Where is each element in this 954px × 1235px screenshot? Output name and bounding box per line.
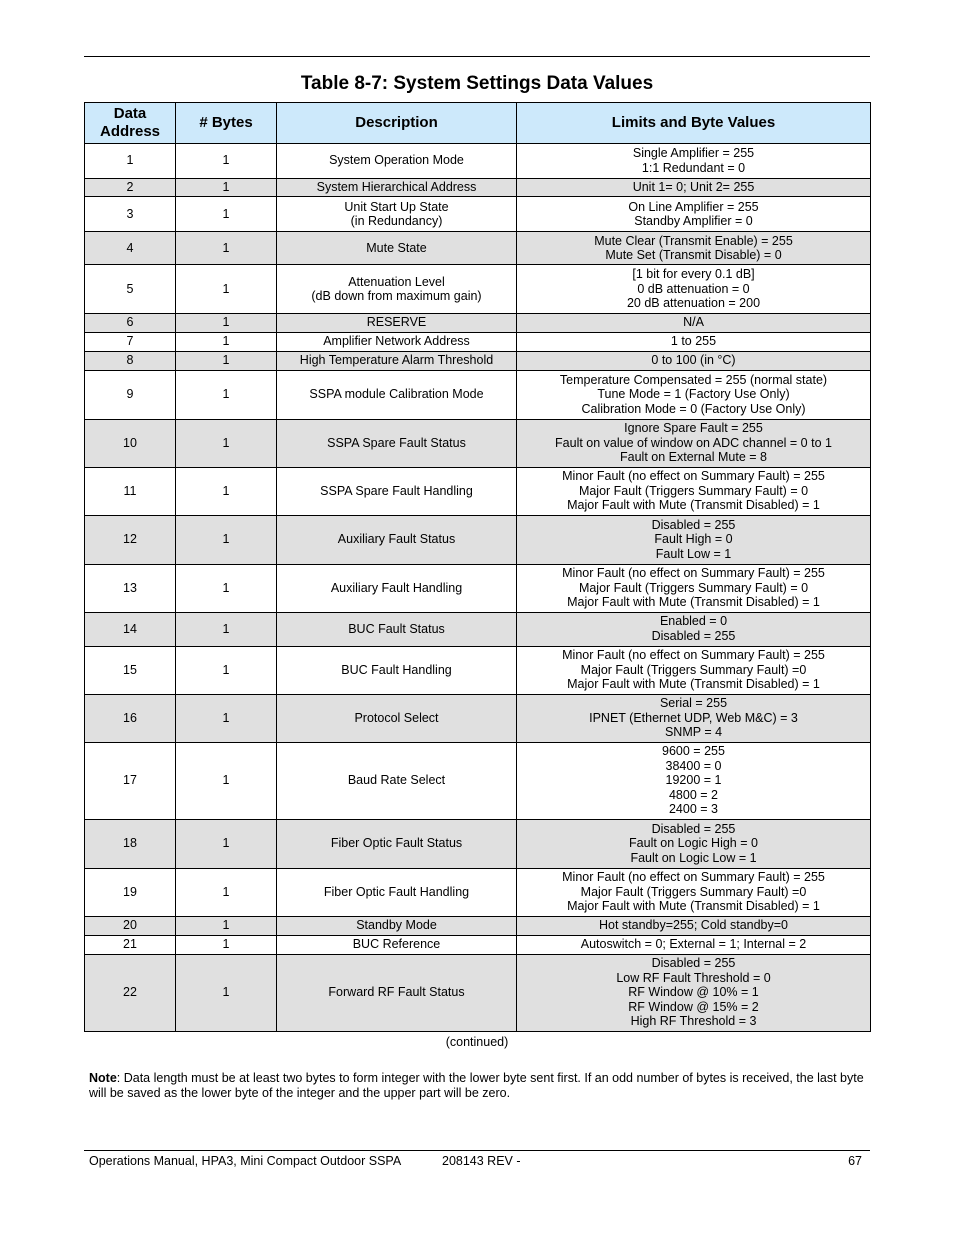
address-cell: 14 — [85, 612, 176, 646]
address-cell: 12 — [85, 515, 176, 564]
address-cell: 17 — [85, 742, 176, 819]
limits-cell — [517, 332, 871, 351]
description-line: Fiber Optic Fault Status — [330, 836, 463, 851]
bytes-cell: 1 — [176, 694, 277, 742]
description-cell — [277, 564, 517, 612]
limits-line: Fault Low = 1 — [655, 546, 732, 561]
limits-line: 1:1 Redundant = 0 — [641, 160, 746, 175]
limits-line: 4800 = 2 — [668, 787, 718, 802]
description-cell — [277, 197, 517, 232]
limits-line: Major Fault (Triggers Summary Fault) = 0 — [578, 580, 809, 595]
description-line: SSPA Spare Fault Handling — [320, 483, 473, 498]
description-cell — [277, 612, 517, 646]
limits-cell — [517, 564, 871, 612]
bytes-cell: 1 — [176, 419, 277, 467]
description-line: Fiber Optic Fault Handling — [323, 884, 470, 899]
description-cell — [277, 265, 517, 314]
address-cell: 1 — [85, 144, 176, 179]
limits-line: Single Amplifier = 255 — [632, 146, 755, 161]
limits-line: Fault High = 0 — [654, 532, 733, 547]
bytes-cell: 1 — [176, 646, 277, 694]
table-row — [85, 144, 871, 179]
limits-line: SNMP = 4 — [664, 725, 723, 740]
limits-line: Ignore Spare Fault = 255 — [624, 421, 763, 436]
note-label: Note — [89, 1071, 117, 1085]
limits-line: 20 dB attenuation = 200 — [626, 296, 761, 311]
limits-line: Temperature Compensated = 255 (normal state) — [559, 372, 828, 387]
limits-cell — [517, 467, 871, 515]
table-title: Table 8-7: System Settings Data Values — [300, 73, 654, 94]
limits-line: 2400 = 3 — [668, 801, 718, 816]
description-cell — [277, 694, 517, 742]
limits-line: Major Fault with Mute (Transmit Disabled) = 1 — [567, 677, 820, 692]
table-row — [85, 419, 871, 467]
limits-cell — [517, 916, 871, 935]
limits-line: 1 to 255 — [670, 334, 717, 349]
table-row — [85, 612, 871, 646]
limits-line: RF Window @ 10% = 1 — [628, 985, 759, 1000]
description-line: Unit Start Up State — [344, 199, 449, 214]
limits-line: Hot standby=255; Cold standby=0 — [598, 918, 789, 933]
address-cell: 8 — [85, 351, 176, 370]
table-row — [85, 370, 871, 419]
note-paragraph — [89, 1071, 867, 1100]
description-cell — [277, 179, 517, 197]
description-cell — [277, 467, 517, 515]
address-cell: 11 — [85, 467, 176, 515]
table-row — [85, 232, 871, 265]
limits-line: Disabled = 255 — [651, 821, 736, 836]
address-cell: 6 — [85, 314, 176, 332]
limits-line: Fault on Logic Low = 1 — [630, 850, 757, 865]
limits-line: Mute Clear (Transmit Enable) = 255 — [594, 233, 793, 248]
bytes-cell: 1 — [176, 351, 277, 370]
limits-line: Standby Amplifier = 0 — [634, 213, 753, 228]
limits-line: RF Window @ 15% = 2 — [628, 999, 759, 1014]
address-cell: 2 — [85, 179, 176, 197]
limits-line: Minor Fault (no effect on Summary Fault) = 255 — [562, 648, 825, 663]
limits-cell — [517, 232, 871, 265]
description-cell — [277, 232, 517, 265]
footer-page-number: 67 — [848, 1154, 862, 1168]
address-cell: 9 — [85, 370, 176, 419]
note-text: : Data length must be at least two bytes to form integer with the lower byte sent first. If an odd number of bytes is received, the last byte will be saved as the lower byte of the integer and the upper part will be zero. — [89, 1071, 864, 1100]
description-line: SSPA Spare Fault Status — [327, 435, 466, 450]
description-line: (in Redundancy) — [350, 213, 443, 228]
description-line: Mute State — [366, 240, 427, 255]
header-limits: Limits and Byte Values — [517, 103, 871, 144]
bytes-cell: 1 — [176, 612, 277, 646]
bytes-cell: 1 — [176, 564, 277, 612]
table-row — [85, 314, 871, 332]
table-row — [85, 694, 871, 742]
table-row — [85, 515, 871, 564]
description-line: BUC Fault Handling — [341, 662, 452, 677]
limits-cell — [517, 515, 871, 564]
bytes-cell: 1 — [176, 265, 277, 314]
continued-label: (continued) — [445, 1035, 509, 1049]
address-cell: 10 — [85, 419, 176, 467]
description-line: (dB down from maximum gain) — [311, 288, 482, 303]
header-description: Description — [277, 103, 517, 144]
limits-line: Major Fault (Triggers Summary Fault) = 0 — [578, 483, 809, 498]
address-cell: 13 — [85, 564, 176, 612]
limits-line: Major Fault (Triggers Summary Fault) =0 — [580, 884, 807, 899]
description-cell — [277, 351, 517, 370]
limits-line: Serial = 255 — [659, 696, 728, 711]
limits-cell — [517, 935, 871, 954]
table-row — [85, 868, 871, 916]
address-cell: 21 — [85, 935, 176, 954]
limits-line: Minor Fault (no effect on Summary Fault) = 255 — [562, 870, 825, 885]
table-row — [85, 742, 871, 819]
limits-line: Autoswitch = 0; External = 1; Internal = 2 — [580, 937, 807, 952]
limits-cell — [517, 179, 871, 197]
description-cell — [277, 370, 517, 419]
limits-cell — [517, 370, 871, 419]
limits-cell — [517, 868, 871, 916]
table-row — [85, 467, 871, 515]
bytes-cell: 1 — [176, 332, 277, 351]
description-line: High Temperature Alarm Threshold — [299, 353, 494, 368]
bytes-cell: 1 — [176, 232, 277, 265]
bytes-cell: 1 — [176, 515, 277, 564]
table-row — [85, 351, 871, 370]
description-line: Forward RF Fault Status — [328, 985, 465, 1000]
limits-line: 9600 = 255 — [662, 744, 725, 759]
limits-line: Major Fault with Mute (Transmit Disabled) = 1 — [567, 595, 820, 610]
limits-line: Enabled = 0 — [659, 614, 728, 629]
limits-cell — [517, 351, 871, 370]
description-line: Auxiliary Fault Handling — [330, 580, 463, 595]
description-cell — [277, 868, 517, 916]
limits-cell — [517, 314, 871, 332]
limits-line: Fault on value of window on ADC channel = 0 to 1 — [555, 435, 832, 450]
limits-line: Fault on External Mute = 8 — [620, 450, 767, 465]
bytes-cell: 1 — [176, 197, 277, 232]
bytes-cell: 1 — [176, 179, 277, 197]
bytes-cell: 1 — [176, 314, 277, 332]
description-cell — [277, 419, 517, 467]
bytes-cell: 1 — [176, 370, 277, 419]
limits-line: On Line Amplifier = 255 — [628, 199, 759, 214]
description-cell — [277, 314, 517, 332]
description-cell — [277, 742, 517, 819]
table-row — [85, 935, 871, 954]
limits-line: Disabled = 255 — [651, 517, 736, 532]
description-cell — [277, 819, 517, 868]
limits-cell — [517, 819, 871, 868]
table-row — [85, 179, 871, 197]
description-line: Auxiliary Fault Status — [337, 532, 456, 547]
limits-line: Low RF Fault Threshold = 0 — [616, 970, 771, 985]
bytes-cell: 1 — [176, 935, 277, 954]
bytes-cell: 1 — [176, 742, 277, 819]
table-row — [85, 954, 871, 1031]
limits-line: 0 to 100 (in °C) — [651, 353, 736, 368]
limits-cell — [517, 612, 871, 646]
limits-line: High RF Threshold = 3 — [630, 1013, 757, 1028]
bytes-cell: 1 — [176, 954, 277, 1031]
table-row — [85, 332, 871, 351]
description-line: BUC Reference — [352, 937, 441, 952]
limits-line: [1 bit for every 0.1 dB] — [632, 267, 755, 282]
limits-cell — [517, 742, 871, 819]
limits-line: Mute Set (Transmit Disable) = 0 — [605, 247, 782, 262]
description-line: System Operation Mode — [329, 153, 464, 168]
address-cell: 7 — [85, 332, 176, 351]
limits-cell — [517, 197, 871, 232]
table-row — [85, 819, 871, 868]
description-line: Attenuation Level — [348, 274, 445, 289]
limits-line: Minor Fault (no effect on Summary Fault) = 255 — [562, 469, 825, 484]
limits-line: Minor Fault (no effect on Summary Fault) = 255 — [562, 566, 825, 581]
footer-rule — [84, 1150, 870, 1151]
limits-line: Major Fault with Mute (Transmit Disabled) = 1 — [567, 899, 820, 914]
bytes-cell: 1 — [176, 144, 277, 179]
header-data-address: Data Address — [85, 103, 176, 144]
description-line: Baud Rate Select — [347, 773, 446, 788]
description-cell — [277, 935, 517, 954]
limits-line: Fault on Logic High = 0 — [629, 836, 758, 851]
footer-revision: 208143 REV - — [442, 1154, 521, 1168]
limits-line: N/A — [683, 315, 704, 330]
bytes-cell: 1 — [176, 819, 277, 868]
system-settings-table — [84, 102, 871, 1032]
table-body — [85, 144, 871, 1032]
table-row — [85, 916, 871, 935]
description-line: Amplifier Network Address — [323, 334, 470, 349]
description-cell — [277, 646, 517, 694]
limits-line: Tune Mode = 1 (Factory Use Only) — [597, 387, 790, 402]
limits-cell — [517, 265, 871, 314]
description-line: Protocol Select — [354, 710, 439, 725]
address-cell: 15 — [85, 646, 176, 694]
limits-line: 38400 = 0 — [665, 758, 722, 773]
description-cell — [277, 144, 517, 179]
limits-cell — [517, 144, 871, 179]
limits-line: Disabled = 255 — [651, 628, 736, 643]
address-cell: 5 — [85, 265, 176, 314]
table-row — [85, 265, 871, 314]
table-header-row — [85, 103, 871, 144]
limits-cell — [517, 646, 871, 694]
description-line: Standby Mode — [356, 918, 437, 933]
address-cell: 18 — [85, 819, 176, 868]
bytes-cell: 1 — [176, 868, 277, 916]
limits-line: Disabled = 255 — [651, 956, 736, 971]
limits-line: 19200 = 1 — [665, 773, 722, 788]
address-cell: 3 — [85, 197, 176, 232]
address-cell: 22 — [85, 954, 176, 1031]
limits-line: 0 dB attenuation = 0 — [637, 281, 750, 296]
table-row — [85, 564, 871, 612]
description-line: BUC Fault Status — [348, 621, 445, 636]
limits-line: Unit 1= 0; Unit 2= 255 — [632, 180, 755, 194]
limits-cell — [517, 419, 871, 467]
limits-line: Calibration Mode = 0 (Factory Use Only) — [581, 401, 806, 416]
address-cell: 20 — [85, 916, 176, 935]
footer-manual-title: Operations Manual, HPA3, Mini Compact Outdoor SSPA — [89, 1154, 402, 1168]
description-cell — [277, 954, 517, 1031]
address-cell: 4 — [85, 232, 176, 265]
limits-cell — [517, 694, 871, 742]
limits-cell — [517, 954, 871, 1031]
limits-line: Major Fault with Mute (Transmit Disabled) = 1 — [567, 498, 820, 513]
description-cell — [277, 332, 517, 351]
description-line: System Hierarchical Address — [316, 180, 477, 194]
bytes-cell: 1 — [176, 467, 277, 515]
description-cell — [277, 515, 517, 564]
description-cell — [277, 916, 517, 935]
bytes-cell: 1 — [176, 916, 277, 935]
address-cell: 16 — [85, 694, 176, 742]
header-rule — [84, 56, 870, 57]
description-line: RESERVE — [366, 315, 427, 330]
header-bytes: # Bytes — [176, 103, 277, 144]
description-line: SSPA module Calibration Mode — [309, 387, 484, 402]
table-row — [85, 646, 871, 694]
limits-line: IPNET (Ethernet UDP, Web M&C) = 3 — [589, 710, 798, 725]
table-row — [85, 197, 871, 232]
limits-line: Major Fault (Triggers Summary Fault) =0 — [580, 662, 807, 677]
address-cell: 19 — [85, 868, 176, 916]
